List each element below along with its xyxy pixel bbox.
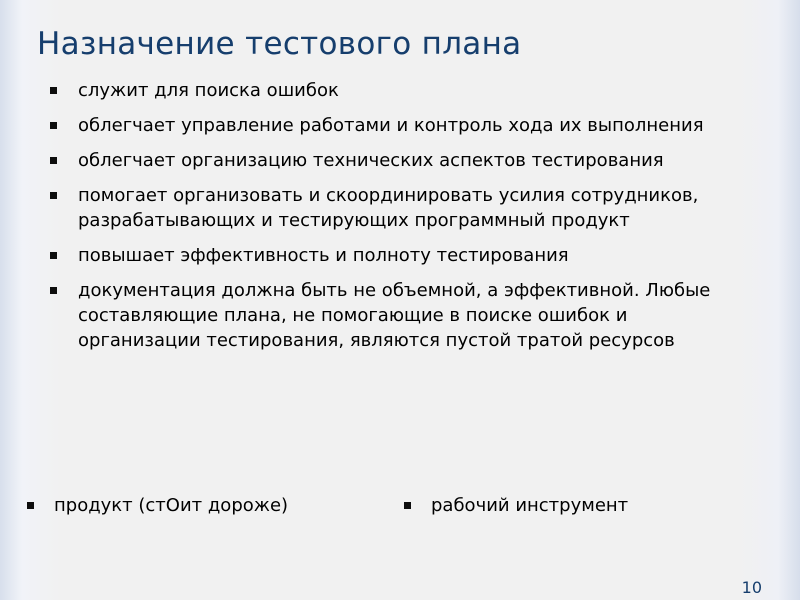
bullet-item	[50, 183, 740, 233]
bottom-right-text: рабочий инструмент	[431, 495, 629, 516]
bullet-text: повышает эффективность и полноту тестирования	[78, 245, 569, 266]
square-bullet-icon	[27, 502, 34, 509]
bottom-right-item	[404, 492, 628, 519]
bottom-bullets	[0, 492, 800, 522]
bullet-list	[50, 78, 740, 363]
bottom-left-item	[27, 492, 288, 519]
bullet-text: облегчает организацию технических аспектов тестирования	[78, 150, 664, 171]
square-bullet-icon	[50, 87, 57, 94]
square-bullet-icon	[50, 157, 57, 164]
page-number: 10	[741, 578, 762, 597]
bullet-item	[50, 278, 740, 353]
slide-title: Назначение тестового плана	[37, 26, 522, 62]
square-bullet-icon	[50, 287, 57, 294]
bottom-left-text: продукт (стОит дороже)	[54, 495, 289, 516]
bullet-text: облегчает управление работами и контроль хода их выполнения	[78, 115, 704, 136]
bullet-item	[50, 243, 740, 268]
square-bullet-icon	[50, 192, 57, 199]
square-bullet-icon	[50, 252, 57, 259]
bullet-text: служит для поиска ошибок	[78, 80, 339, 101]
bullet-item	[50, 148, 740, 173]
square-bullet-icon	[50, 122, 57, 129]
bullet-text: помогает организовать и скоординировать усилия сотрудников, разрабатывающих и тестирующих программный продукт	[78, 185, 699, 231]
bullet-item	[50, 78, 740, 103]
bullet-item	[50, 113, 740, 138]
square-bullet-icon	[404, 502, 411, 509]
bullet-text: документация должна быть не объемной, а эффективной. Любые составляющие плана, не помогающие в поиске ошибок и организации тестирования, являются пустой тратой ресурсов	[78, 280, 711, 351]
